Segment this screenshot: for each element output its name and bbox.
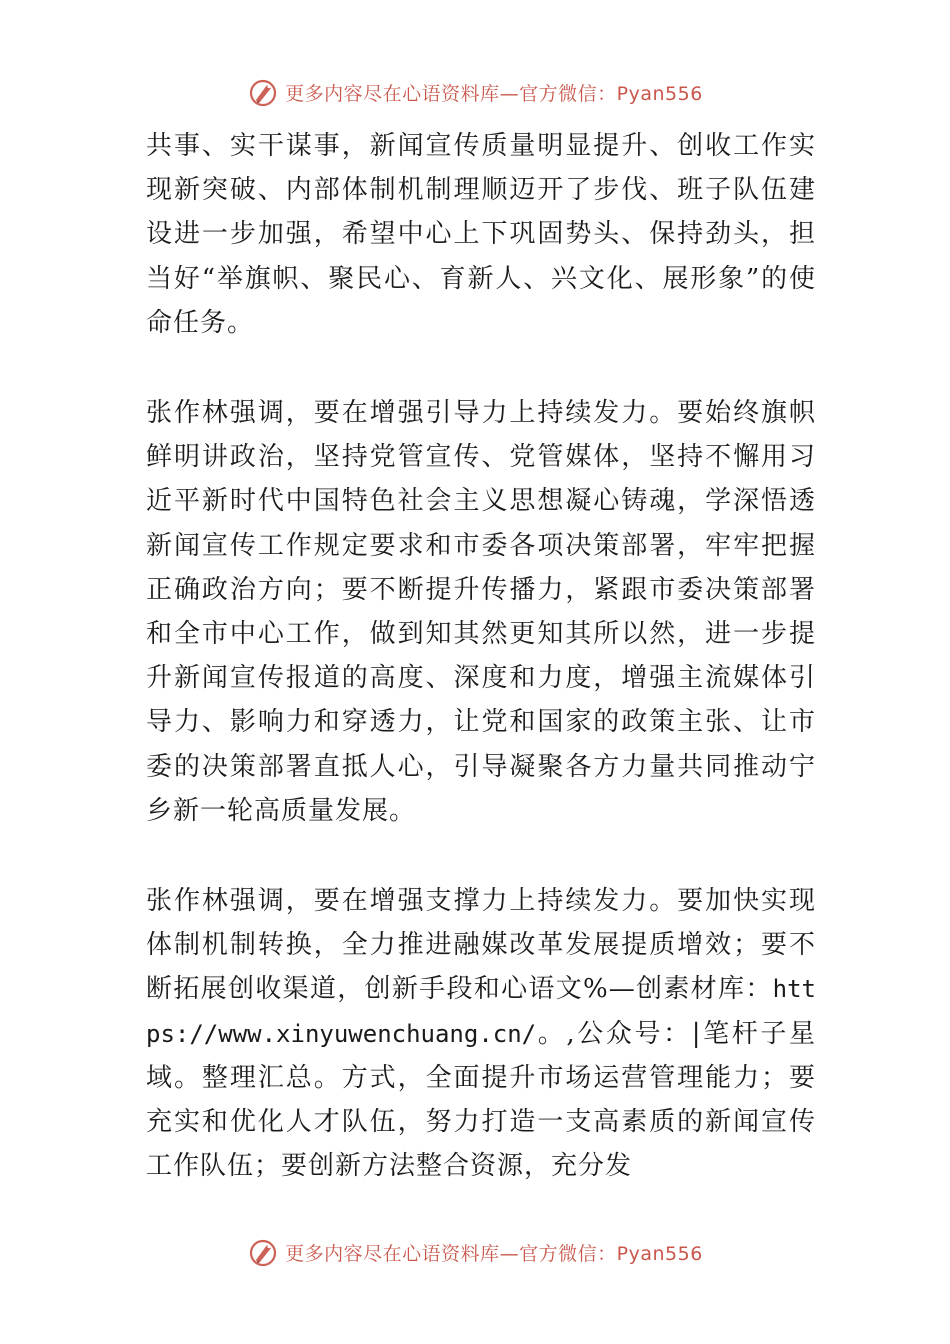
watermark-text: 更多内容尽在心语资料库—官方微信：Pyan556 xyxy=(285,1242,703,1265)
document-body xyxy=(146,124,816,1234)
footer-watermark xyxy=(0,1232,950,1272)
pen-logo-icon xyxy=(247,1236,279,1268)
pen-logo-icon xyxy=(247,76,279,108)
header-watermark xyxy=(0,72,950,112)
paragraph-3-text-before: 张作林强调，要在增强支撑力上持续发力。要加快实现体制机制转换，全力推进融媒改革发展提质增效；要不断拓展创收渠道，创新手段和心语文%—创素材库： xyxy=(146,886,816,1005)
paragraph-3-text-after: 。,公众号：|笔杆子星域。整理汇总。方式，全面提升市场运营管理能力；要充实和优化人才队伍，努力打造一支高素质的新闻宣传工作队伍；要创新方法整合资源，充分发 xyxy=(146,1018,816,1182)
paragraph-1: 共事、实干谋事，新闻宣传质量明显提升、创收工作实现新突破、内部体制机制理顺迈开了步伐、班子队伍建设进一步加强，希望中心上下巩固势头、保持劲头，担当好“举旗帜、聚民心、育新人、兴文化、展形象”的使命任务。 xyxy=(146,131,816,338)
watermark-text: 更多内容尽在心语资料库—官方微信：Pyan556 xyxy=(285,82,703,105)
paragraph-2: 张作林强调，要在增强引导力上持续发力。要始终旗帜鲜明讲政治，坚持党管宣传、党管媒体，坚持不懈用习近平新时代中国特色社会主义思想凝心铸魂，学深悟透新闻宣传工作规定要求和市委各项决策部署，牢牢把握正确政治方向；要不断提升传播力，紧跟市委决策部署和全市中心工作，做到知其然更知其所以然，进一步提升新闻宣传报道的高度、深度和力度，增强主流媒体引导力、影响力和穿透力，让党和国家的政策主张、让市委的决策部署直抵人心，引导凝聚各方力量共同推动宁乡新一轮高质量发展。 xyxy=(146,398,816,826)
website-url: https://www.xinyuwenchuang.cn/ xyxy=(146,975,816,1048)
paragraph-3 xyxy=(146,879,816,1188)
